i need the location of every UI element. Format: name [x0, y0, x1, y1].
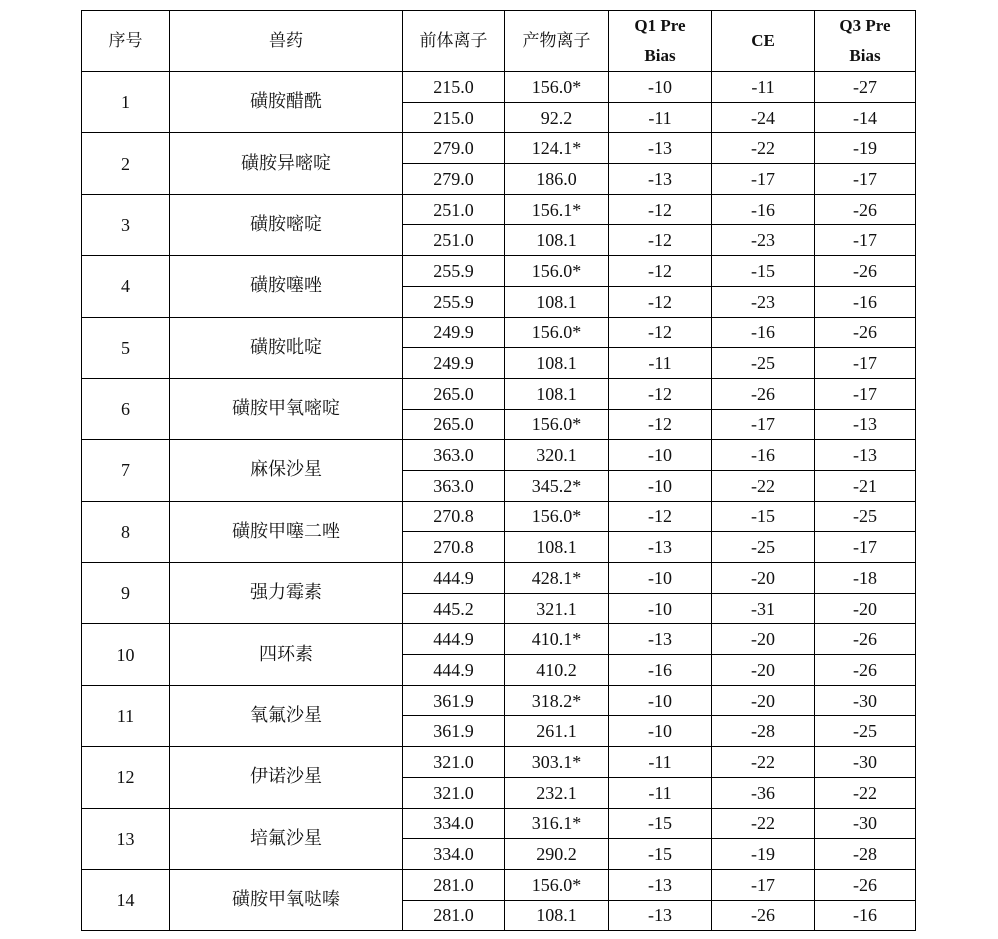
drug-name-cell: 磺胺醋酰: [170, 72, 403, 133]
precursor-ion-cell: 265.0: [403, 378, 505, 409]
q1-pre-bias-cell: -13: [609, 164, 712, 195]
q1-pre-bias-cell: -13: [609, 624, 712, 655]
precursor-ion-cell: 361.9: [403, 685, 505, 716]
precursor-ion-cell: 279.0: [403, 133, 505, 164]
product-ion-cell: 428.1*: [505, 563, 609, 594]
table-body: [82, 72, 916, 931]
ce-cell: -28: [712, 716, 815, 747]
product-ion-cell: 232.1: [505, 777, 609, 808]
precursor-ion-cell: 279.0: [403, 164, 505, 195]
table-row: [82, 869, 916, 900]
table-row: [82, 624, 916, 655]
ce-cell: -22: [712, 747, 815, 778]
ce-cell: -22: [712, 133, 815, 164]
table-row: [82, 317, 916, 348]
product-ion-cell: 318.2*: [505, 685, 609, 716]
ce-cell: -31: [712, 593, 815, 624]
q1-pre-bias-cell: -13: [609, 869, 712, 900]
ce-cell: -24: [712, 102, 815, 133]
precursor-ion-cell: 249.9: [403, 317, 505, 348]
q3-pre-bias-cell: -17: [815, 225, 916, 256]
q3-pre-bias-cell: -27: [815, 72, 916, 103]
q3-pre-bias-cell: -17: [815, 378, 916, 409]
drug-name-cell: 磺胺嘧啶: [170, 194, 403, 255]
q3-pre-bias-cell: -26: [815, 655, 916, 686]
q3-pre-bias-cell: -19: [815, 133, 916, 164]
ce-cell: -25: [712, 532, 815, 563]
precursor-ion-cell: 444.9: [403, 624, 505, 655]
product-ion-cell: 156.0*: [505, 501, 609, 532]
product-ion-cell: 156.0*: [505, 317, 609, 348]
row-index-cell: 10: [82, 624, 170, 685]
q3-pre-bias-cell: -25: [815, 501, 916, 532]
row-index-cell: 7: [82, 440, 170, 501]
table-row: [82, 808, 916, 839]
header-q3-pre-bias: [815, 11, 916, 72]
precursor-ion-cell: 444.9: [403, 563, 505, 594]
drug-name-cell: 磺胺吡啶: [170, 317, 403, 378]
q3-pre-bias-cell: -26: [815, 317, 916, 348]
row-index-cell: 13: [82, 808, 170, 869]
ce-cell: -25: [712, 348, 815, 379]
product-ion-cell: 92.2: [505, 102, 609, 133]
q3-pre-bias-cell: -22: [815, 777, 916, 808]
q1-pre-bias-cell: -10: [609, 72, 712, 103]
row-index-cell: 6: [82, 378, 170, 439]
product-ion-cell: 108.1: [505, 225, 609, 256]
precursor-ion-cell: 249.9: [403, 348, 505, 379]
ce-cell: -26: [712, 378, 815, 409]
drug-name-cell: 四环素: [170, 624, 403, 685]
product-ion-cell: 186.0: [505, 164, 609, 195]
product-ion-cell: 303.1*: [505, 747, 609, 778]
precursor-ion-cell: 363.0: [403, 440, 505, 471]
q1-pre-bias-cell: -10: [609, 440, 712, 471]
header-q1-pre-bias: [609, 11, 712, 72]
q3-pre-bias-cell: -30: [815, 808, 916, 839]
product-ion-cell: 261.1: [505, 716, 609, 747]
ce-cell: -15: [712, 256, 815, 287]
ce-cell: -20: [712, 685, 815, 716]
precursor-ion-cell: 251.0: [403, 194, 505, 225]
table-row: [82, 440, 916, 471]
precursor-ion-cell: 281.0: [403, 900, 505, 931]
product-ion-cell: 108.1: [505, 532, 609, 563]
q3-pre-bias-cell: -14: [815, 102, 916, 133]
product-ion-cell: 320.1: [505, 440, 609, 471]
ce-cell: -17: [712, 869, 815, 900]
q3-pre-bias-cell: -18: [815, 563, 916, 594]
q1-pre-bias-cell: -12: [609, 378, 712, 409]
row-index-cell: 9: [82, 563, 170, 624]
precursor-ion-cell: 361.9: [403, 716, 505, 747]
product-ion-cell: 124.1*: [505, 133, 609, 164]
precursor-ion-cell: 444.9: [403, 655, 505, 686]
q1-pre-bias-cell: -13: [609, 532, 712, 563]
drug-name-cell: 磺胺甲氧嘧啶: [170, 378, 403, 439]
row-index-cell: 1: [82, 72, 170, 133]
q1-pre-bias-cell: -16: [609, 655, 712, 686]
header-precursor-ion: 前体离子: [403, 11, 505, 72]
ce-cell: -19: [712, 839, 815, 870]
precursor-ion-cell: 270.8: [403, 532, 505, 563]
q3-pre-bias-cell: -26: [815, 869, 916, 900]
ce-cell: -20: [712, 624, 815, 655]
ce-cell: -11: [712, 72, 815, 103]
q1-pre-bias-cell: -15: [609, 808, 712, 839]
drug-name-cell: 磺胺甲氧哒嗪: [170, 869, 403, 930]
table-row: [82, 133, 916, 164]
q3-pre-bias-cell: -30: [815, 685, 916, 716]
q3-pre-bias-cell: -21: [815, 470, 916, 501]
q1-pre-bias-cell: -11: [609, 747, 712, 778]
q1-pre-bias-cell: -13: [609, 133, 712, 164]
row-index-cell: 8: [82, 501, 170, 562]
header-product-ion: 产物离子: [505, 11, 609, 72]
q1-pre-bias-cell: -12: [609, 286, 712, 317]
precursor-ion-cell: 334.0: [403, 839, 505, 870]
header-index: 序号: [82, 11, 170, 72]
ce-cell: -22: [712, 808, 815, 839]
drug-name-cell: 麻保沙星: [170, 440, 403, 501]
drug-name-cell: 磺胺噻唑: [170, 256, 403, 317]
mrm-parameter-table: [81, 10, 916, 931]
q1-pre-bias-cell: -12: [609, 194, 712, 225]
row-index-cell: 2: [82, 133, 170, 194]
precursor-ion-cell: 215.0: [403, 102, 505, 133]
ce-cell: -20: [712, 655, 815, 686]
drug-name-cell: 氧氟沙星: [170, 685, 403, 746]
ce-cell: -22: [712, 470, 815, 501]
header-ce: CE: [712, 11, 815, 72]
drug-name-cell: 培氟沙星: [170, 808, 403, 869]
precursor-ion-cell: 255.9: [403, 286, 505, 317]
header-q3-line2: Bias: [849, 46, 881, 65]
q1-pre-bias-cell: -10: [609, 593, 712, 624]
q3-pre-bias-cell: -26: [815, 256, 916, 287]
precursor-ion-cell: 265.0: [403, 409, 505, 440]
precursor-ion-cell: 270.8: [403, 501, 505, 532]
q3-pre-bias-cell: -26: [815, 624, 916, 655]
row-index-cell: 12: [82, 747, 170, 808]
ce-cell: -23: [712, 225, 815, 256]
q3-pre-bias-cell: -16: [815, 900, 916, 931]
precursor-ion-cell: 321.0: [403, 777, 505, 808]
ce-cell: -26: [712, 900, 815, 931]
ce-cell: -16: [712, 440, 815, 471]
q3-pre-bias-cell: -13: [815, 409, 916, 440]
q1-pre-bias-cell: -10: [609, 470, 712, 501]
row-index-cell: 11: [82, 685, 170, 746]
product-ion-cell: 410.1*: [505, 624, 609, 655]
q1-pre-bias-cell: -12: [609, 225, 712, 256]
row-index-cell: 3: [82, 194, 170, 255]
row-index-cell: 4: [82, 256, 170, 317]
q3-pre-bias-cell: -17: [815, 348, 916, 379]
drug-name-cell: 磺胺甲噻二唑: [170, 501, 403, 562]
product-ion-cell: 345.2*: [505, 470, 609, 501]
drug-name-cell: 强力霉素: [170, 563, 403, 624]
header-q3-line1: Q3 Pre: [839, 16, 891, 35]
q1-pre-bias-cell: -10: [609, 685, 712, 716]
product-ion-cell: 410.2: [505, 655, 609, 686]
table-row: [82, 194, 916, 225]
ce-cell: -17: [712, 164, 815, 195]
precursor-ion-cell: 445.2: [403, 593, 505, 624]
product-ion-cell: 108.1: [505, 378, 609, 409]
table-row: [82, 685, 916, 716]
precursor-ion-cell: 281.0: [403, 869, 505, 900]
product-ion-cell: 108.1: [505, 286, 609, 317]
q1-pre-bias-cell: -13: [609, 900, 712, 931]
q3-pre-bias-cell: -28: [815, 839, 916, 870]
ce-cell: -36: [712, 777, 815, 808]
ce-cell: -16: [712, 194, 815, 225]
q1-pre-bias-cell: -12: [609, 501, 712, 532]
product-ion-cell: 108.1: [505, 348, 609, 379]
table-row: [82, 378, 916, 409]
product-ion-cell: 156.0*: [505, 409, 609, 440]
precursor-ion-cell: 251.0: [403, 225, 505, 256]
drug-name-cell: 伊诺沙星: [170, 747, 403, 808]
precursor-ion-cell: 321.0: [403, 747, 505, 778]
row-index-cell: 5: [82, 317, 170, 378]
q3-pre-bias-cell: -30: [815, 747, 916, 778]
precursor-ion-cell: 255.9: [403, 256, 505, 287]
q3-pre-bias-cell: -25: [815, 716, 916, 747]
precursor-ion-cell: 215.0: [403, 72, 505, 103]
mrm-parameter-table-container: [81, 10, 915, 931]
q3-pre-bias-cell: -16: [815, 286, 916, 317]
q1-pre-bias-cell: -10: [609, 563, 712, 594]
q1-pre-bias-cell: -15: [609, 839, 712, 870]
q3-pre-bias-cell: -17: [815, 164, 916, 195]
q1-pre-bias-cell: -11: [609, 777, 712, 808]
ce-cell: -20: [712, 563, 815, 594]
q1-pre-bias-cell: -11: [609, 102, 712, 133]
q1-pre-bias-cell: -12: [609, 409, 712, 440]
header-row: [82, 11, 916, 72]
table-row: [82, 563, 916, 594]
product-ion-cell: 156.0*: [505, 869, 609, 900]
table-row: [82, 72, 916, 103]
product-ion-cell: 156.0*: [505, 72, 609, 103]
drug-name-cell: 磺胺异嘧啶: [170, 133, 403, 194]
ce-cell: -17: [712, 409, 815, 440]
q1-pre-bias-cell: -12: [609, 317, 712, 348]
ce-cell: -16: [712, 317, 815, 348]
product-ion-cell: 321.1: [505, 593, 609, 624]
q1-pre-bias-cell: -11: [609, 348, 712, 379]
ce-cell: -15: [712, 501, 815, 532]
q3-pre-bias-cell: -26: [815, 194, 916, 225]
header-drug: 兽药: [170, 11, 403, 72]
header-q1-line2: Bias: [644, 46, 676, 65]
precursor-ion-cell: 363.0: [403, 470, 505, 501]
q1-pre-bias-cell: -12: [609, 256, 712, 287]
row-index-cell: 14: [82, 869, 170, 930]
product-ion-cell: 156.1*: [505, 194, 609, 225]
product-ion-cell: 108.1: [505, 900, 609, 931]
product-ion-cell: 290.2: [505, 839, 609, 870]
header-q1-line1: Q1 Pre: [634, 16, 686, 35]
product-ion-cell: 316.1*: [505, 808, 609, 839]
q1-pre-bias-cell: -10: [609, 716, 712, 747]
ce-cell: -23: [712, 286, 815, 317]
table-row: [82, 747, 916, 778]
table-row: [82, 501, 916, 532]
table-header: [82, 11, 916, 72]
q3-pre-bias-cell: -17: [815, 532, 916, 563]
precursor-ion-cell: 334.0: [403, 808, 505, 839]
product-ion-cell: 156.0*: [505, 256, 609, 287]
q3-pre-bias-cell: -13: [815, 440, 916, 471]
table-row: [82, 256, 916, 287]
q3-pre-bias-cell: -20: [815, 593, 916, 624]
